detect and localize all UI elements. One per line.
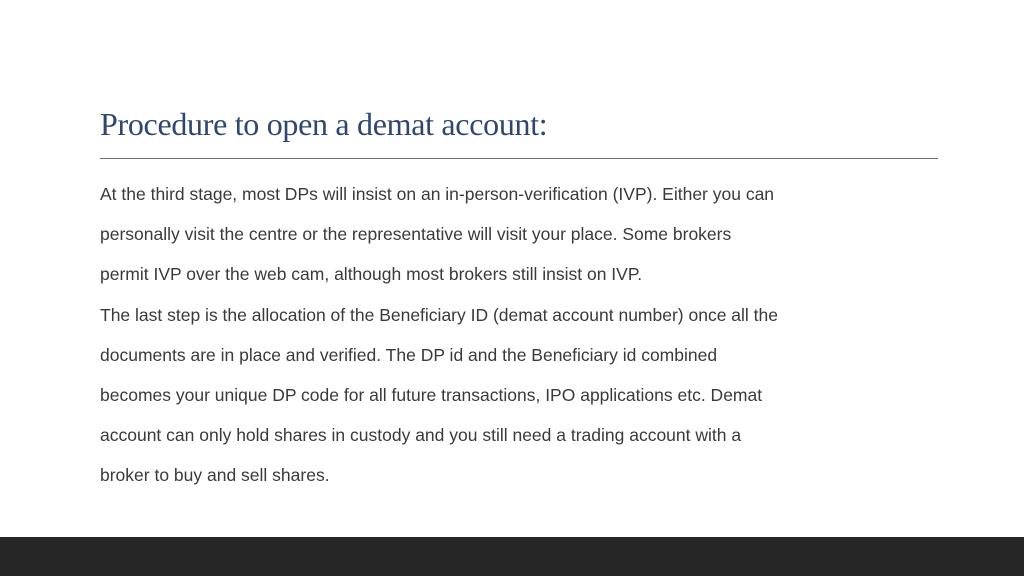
body-line: The last step is the allocation of the Beneficiary ID (demat account number) once all the (100, 304, 778, 325)
footer-bar (0, 537, 1024, 576)
body-line: At the third stage, most DPs will insist on an in-person-verification (IVP). Either you can (100, 184, 775, 204)
body-line: permit IVP over the web cam, although most brokers still insist on IVP. (100, 264, 643, 285)
body-line: account can only hold shares in custody and you still need a trading account with a (100, 425, 742, 446)
slide-body (100, 174, 940, 496)
title-divider (100, 158, 938, 159)
body-line: becomes your unique DP code for all future transactions, IPO applications etc. Demat (100, 384, 763, 405)
body-line: documents are in place and verified. The DP id and the Beneficiary id combined (100, 344, 718, 365)
body-line: personally visit the centre or the representative will visit your place. Some brokers (100, 224, 732, 245)
slide-title: Procedure to open a demat account: (100, 106, 548, 142)
body-line: broker to buy and sell shares. (100, 465, 330, 486)
